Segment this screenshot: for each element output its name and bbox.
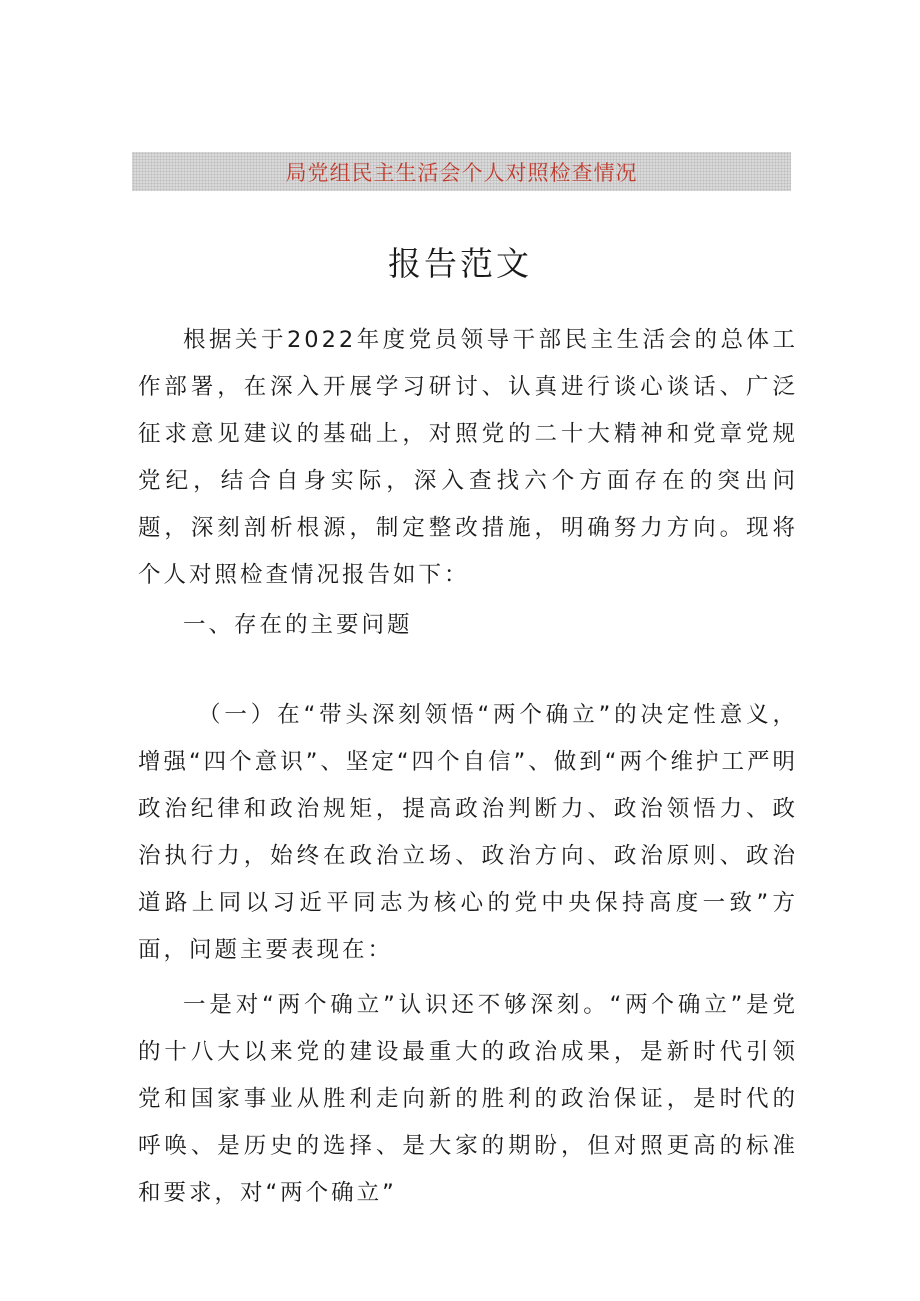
document-title: 报告范文 [388,244,532,283]
subsection-paragraph: （一）在“带头深刻领悟“两个确立”的决定性意义，增强“四个意识”、坚定“四个自信”、做到“两个维护工严明政治纪律和政治规矩，提高政治判断力、政治领悟力、政治执行力，始终在政治立场、政治方向、政治原则、政治道路上同以习近平同志为核心的党中央保持高度一致”方面，问题主要表现在： [138,702,798,963]
section-heading: 一、存在的主要问题 [183,612,413,638]
header-banner [132,152,791,191]
point-paragraph: 一是对“两个确立”认识还不够深刻。“两个确立”是党的十八大以来党的建设最重大的政治成果，是新时代引领党和国家事业从胜利走向新的胜利的政治保证，是时代的呼唤、是历史的选择、是大家的期盼，但对照更高的标准和要求，对“两个确立” [138,992,798,1206]
banner-title: 局党组民主生活会个人对照检查情况 [285,160,638,185]
intro-paragraph: 根据关于2022年度党员领导干部民主生活会的总体工作部署，在深入开展学习研讨、认真进行谈心谈话、广泛征求意见建议的基础上，对照党的二十大精神和党章党规党纪，结合自身实际，深入查找六个方面存在的突出问题，深刻剖析根源，制定整改措施，明确努力方向。现将个人对照检查情况报告如下： [138,327,798,588]
